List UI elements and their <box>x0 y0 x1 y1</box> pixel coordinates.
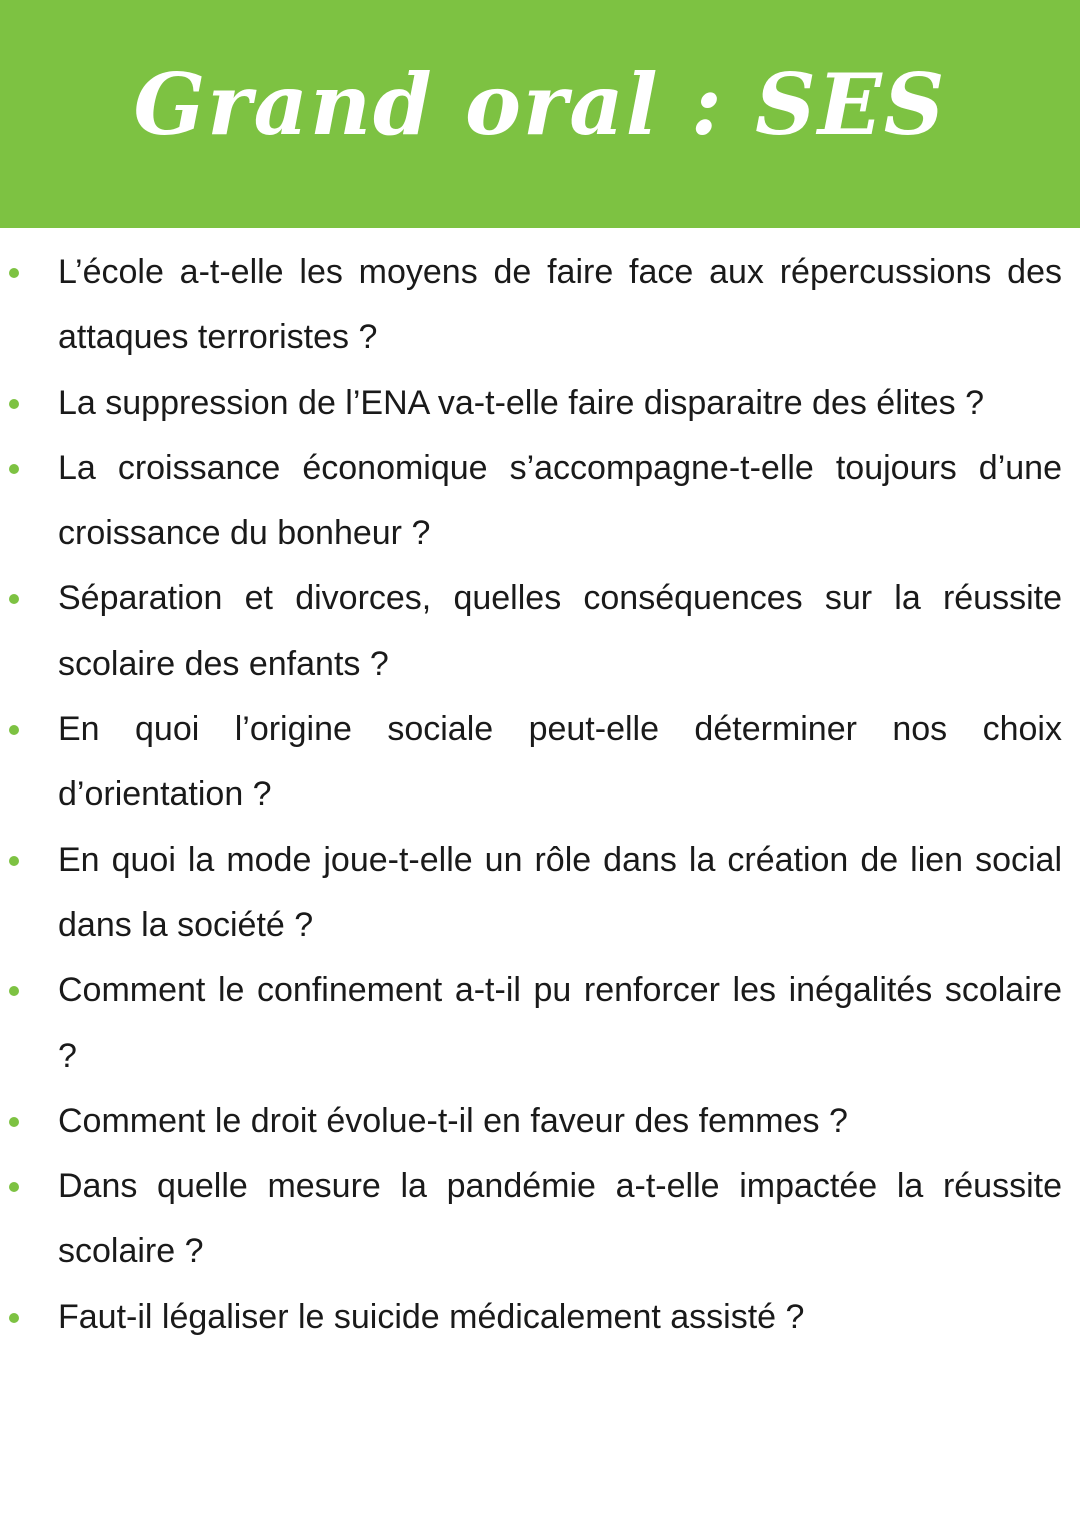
list-item <box>0 828 1080 959</box>
bullet-icon <box>9 464 19 474</box>
list-item <box>0 1285 1080 1350</box>
bullet-icon <box>9 986 19 996</box>
title-banner <box>0 0 1080 228</box>
list-item <box>0 240 1080 371</box>
bullet-icon <box>9 1117 19 1127</box>
question-text: Dans quelle mesure la pandémie a-t-elle impactée la réussite scolaire ? <box>58 1167 1062 1271</box>
bullet-icon <box>9 725 19 735</box>
question-text: L’école a-t-elle les moyens de faire face aux répercussions des attaques terroristes ? <box>58 253 1062 357</box>
question-text: Séparation et divorces, quelles conséquences sur la réussite scolaire des enfants ? <box>58 579 1062 683</box>
bullet-icon <box>9 856 19 866</box>
question-text: Comment le confinement a-t-il pu renforcer les inégalités scolaire ? <box>58 971 1062 1075</box>
question-text: Comment le droit évolue-t-il en faveur des femmes ? <box>58 1101 848 1140</box>
list-item <box>0 566 1080 697</box>
page-title: Grand oral : SES <box>133 55 947 154</box>
list-item <box>0 371 1080 436</box>
bullet-icon <box>9 1182 19 1192</box>
list-item <box>0 958 1080 1089</box>
list-item <box>0 697 1080 828</box>
list-item <box>0 1089 1080 1154</box>
question-list <box>0 240 1080 1350</box>
question-text: Faut-il légaliser le suicide médicalement assisté ? <box>58 1297 805 1336</box>
list-item <box>0 1154 1080 1285</box>
question-text: En quoi la mode joue-t-elle un rôle dans la création de lien social dans la société ? <box>58 840 1062 944</box>
bullet-icon <box>9 1313 19 1323</box>
question-text: En quoi l’origine sociale peut-elle déterminer nos choix d’orientation ? <box>58 710 1062 814</box>
question-text: La croissance économique s’accompagne-t-elle toujours d’une croissance du bonheur ? <box>58 448 1062 553</box>
question-text: La suppression de l’ENA va-t-elle faire disparaitre des élites ? <box>58 383 985 422</box>
bullet-icon <box>9 594 19 604</box>
bullet-icon <box>9 399 19 409</box>
bullet-icon <box>9 268 19 278</box>
list-item <box>0 436 1080 567</box>
